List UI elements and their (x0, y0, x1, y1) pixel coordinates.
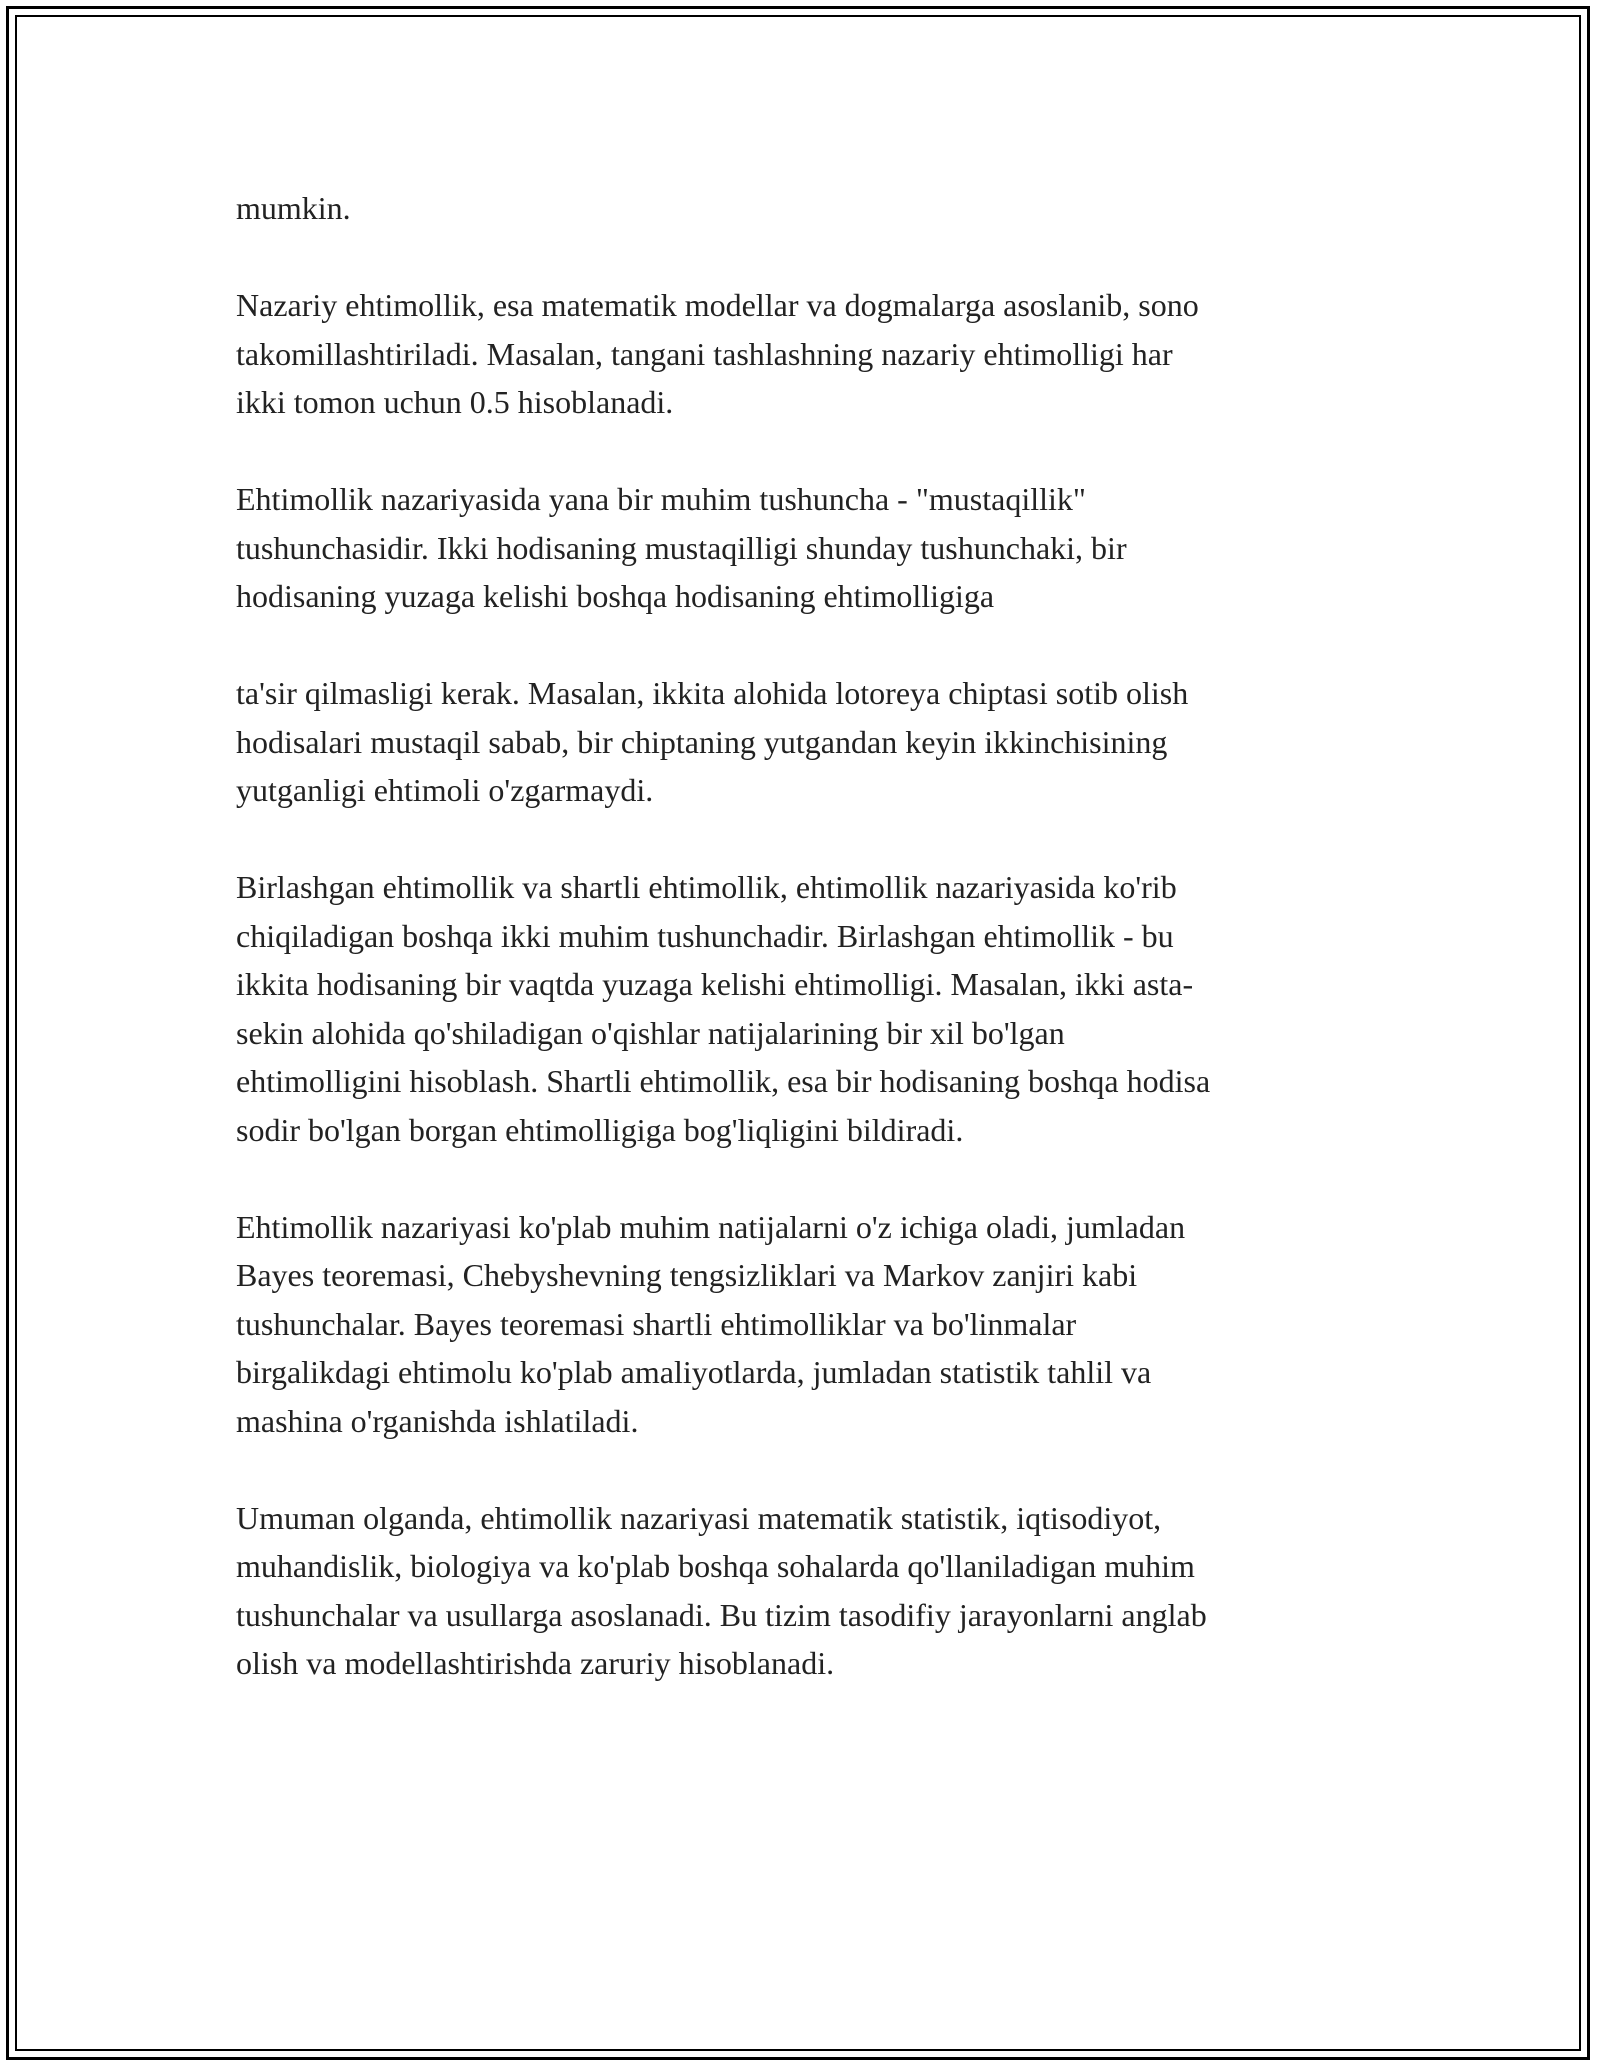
paragraph-6: Ehtimollik nazariyasi ko'plab muhim natijalarni o'z ichiga oladi, jumladan Bayes teoremasi, Chebyshevning tengsizliklari va Markov zanjiri kabi tushunchalar. Bayes teoremasi shartli ehtimolliklar va bo'linmalar birgalikdagi ehtimolu ko'plab amaliyotlarda, jumladan statistik tahlil va mashina o'rganishda ishlatiladi. (236, 1208, 1186, 1439)
paragraph-7: Umuman olganda, ehtimollik nazariyasi matematik statistik, iqtisodiyot, muhandislik, biologiya va ko'plab boshqa sohalarda qo'llaniladigan muhim tushunchalar va usullarga asoslanadi. Bu tizim tasodifiy jarayonlarni anglab olish va modellashtirishda zaruriy hisoblanadi. (236, 1499, 1207, 1681)
paragraph-2: Nazariy ehtimollik, esa matematik modellar va dogmalarga asoslanib, sono takomillashtiriladi. Masalan, tangani tashlashning nazariy ehtimolligi har ikki tomon uchun 0.5 hisoblanadi. (236, 287, 1199, 420)
paragraph-3: Ehtimollik nazariyasida yana bir muhim tushuncha - "mustaqillik" tushunchasidir. Ikki hodisaning mustaqilligi shunday tushunchaki, bir hodisaning yuzaga kelishi boshqa hodisaning ehtimolligiga (236, 481, 1127, 614)
paragraph-5: Birlashgan ehtimollik va shartli ehtimollik, ehtimollik nazariyasida ko'rib chiqiladigan boshqa ikki muhim tushunchadir. Birlashgan ehtimollik - bu ikkita hodisaning bir vaqtda yuzaga kelishi ehtimolligi. Masalan, ikki asta- sekin alohida qo'shiladigan o'qishlar natijalarining bir xil bo'lgan ehtimolligini hisoblash. Shartli ehtimollik, esa bir hodisaning boshqa hodisa sodir bo'lgan borgan ehtimolligiga bog'liqligini bildiradi. (236, 869, 1211, 1148)
document-body (236, 184, 1376, 1736)
paragraph-1: mumkin. (236, 190, 351, 226)
paragraph-4: ta'sir qilmasligi kerak. Masalan, ikkita alohida lotoreya chiptasi sotib olish hodisalari mustaqil sabab, bir chiptaning yutgandan keyin ikkinchisining yutganligi ehtimoli o'zgarmaydi. (236, 675, 1189, 808)
